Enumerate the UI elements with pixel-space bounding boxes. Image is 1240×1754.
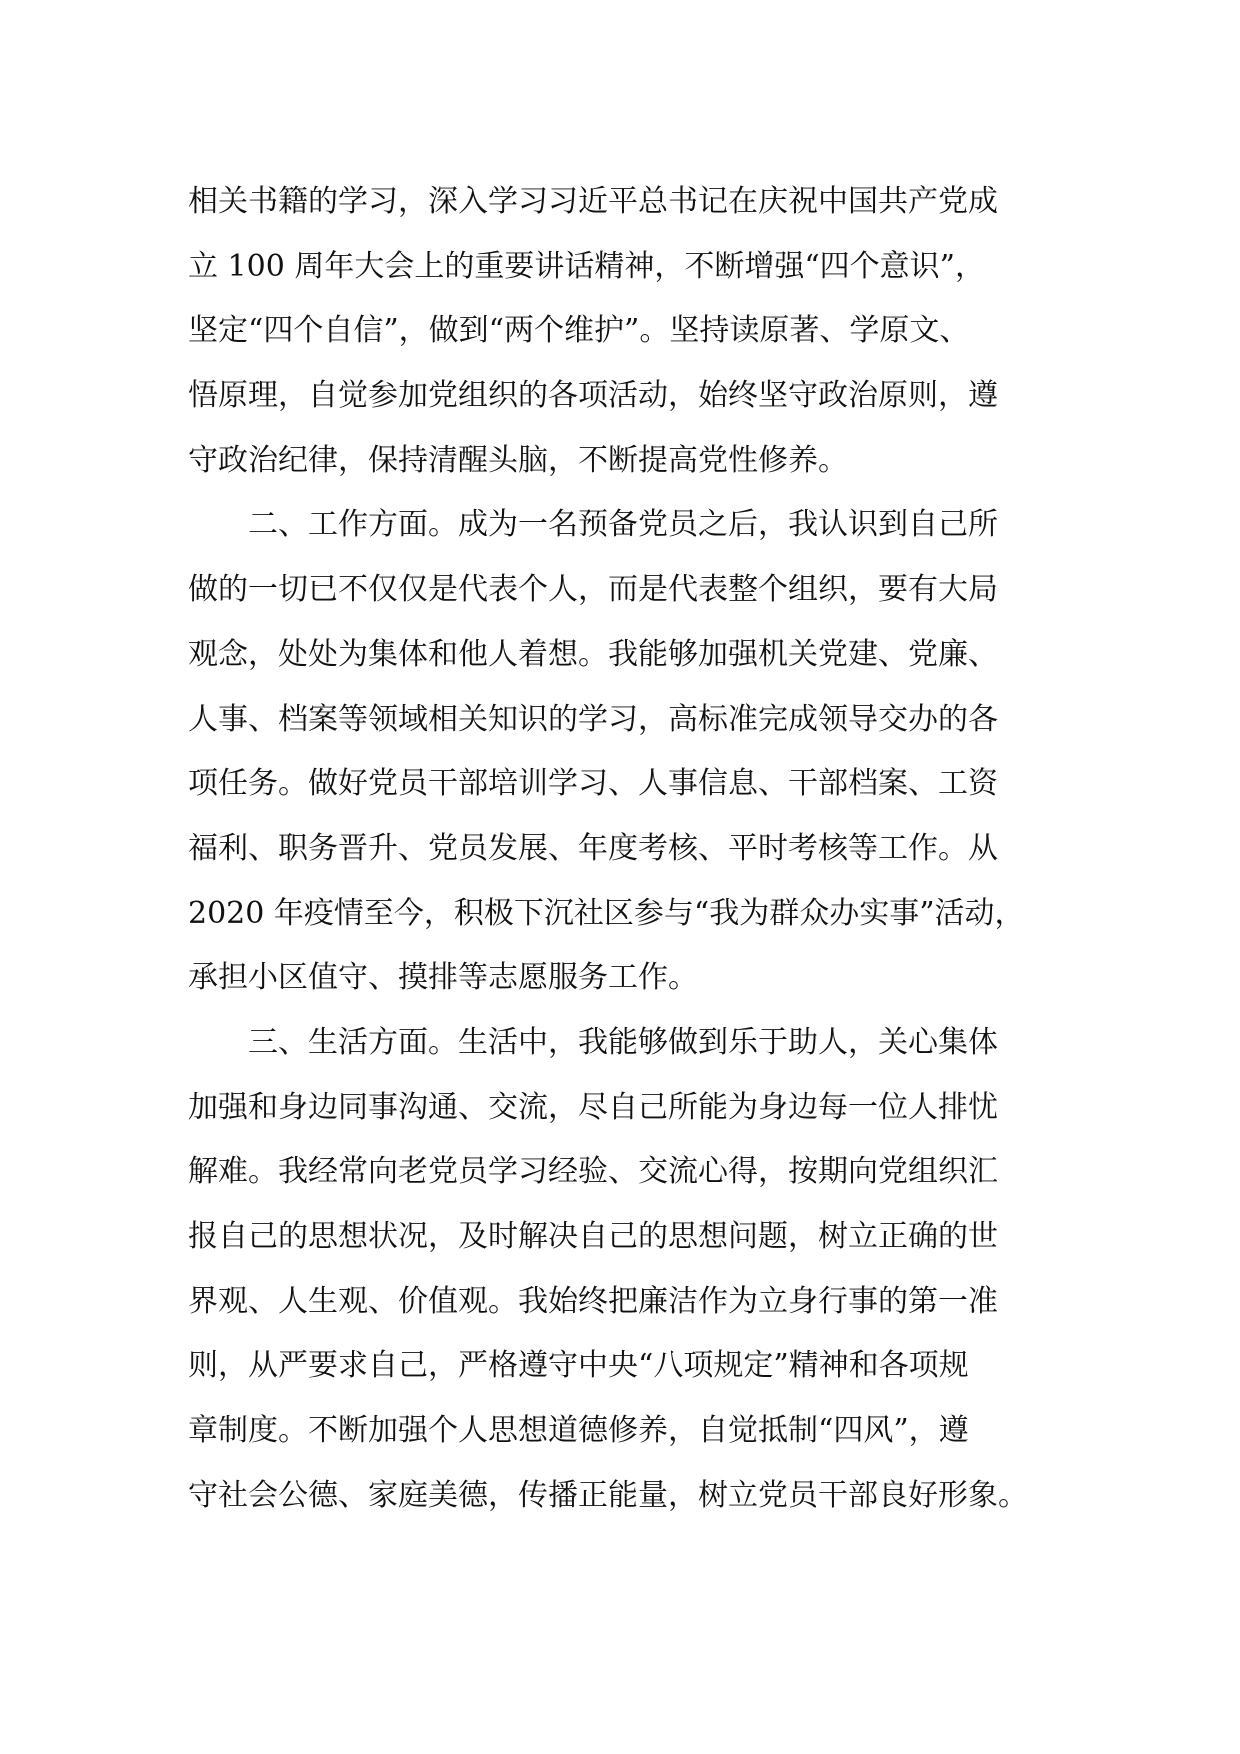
text-line: 项任务。做好党员干部培训学习、人事信息、干部档案、工资 (188, 766, 998, 802)
text-line: 三、生活方面。生活中，我能够做到乐于助人，关心集体 (248, 1024, 998, 1060)
text-line: 福利、职务晋升、党员发展、年度考核、平时考核等工作。从 (188, 830, 998, 866)
text-line: 守社会公德、家庭美德，传播正能量，树立党员干部良好形象。 (188, 1477, 1028, 1513)
text-line: 则，从严要求自己，严格遵守中央“八项规定”精神和各项规 (188, 1348, 969, 1384)
text-line: 坚定“四个自信”，做到“两个维护”。坚持读原著、学原文、 (188, 313, 970, 349)
text-line: 承担小区值守、摸排等志愿服务工作。 (188, 960, 698, 996)
text-line: 二、工作方面。成为一名预备党员之后，我认识到自己所 (248, 507, 998, 543)
text-line: 做的一切已不仅仅是代表个人，而是代表整个组织，要有大局 (188, 572, 998, 608)
paragraph-work (188, 493, 1088, 1011)
document-body (188, 170, 1088, 1528)
text-line: 2020 年疫情至今，积极下沉社区参与“我为群众办实事”活动， (188, 895, 1025, 931)
text-line: 相关书籍的学习，深入学习习近平总书记在庆祝中国共产党成 (188, 184, 998, 219)
text-line: 悟原理，自觉参加党组织的各项活动，始终坚守政治原则，遵 (188, 378, 998, 414)
text-line: 立 100 周年大会上的重要讲话精神，不断增强“四个意识”， (188, 248, 986, 284)
text-line: 守政治纪律，保持清醒头脑，不断提高党性修养。 (188, 442, 848, 478)
text-line: 人事、档案等领域相关知识的学习，高标准完成领导交办的各 (188, 701, 998, 737)
text-line: 报自己的思想状况，及时解决自己的思想问题，树立正确的世 (188, 1219, 998, 1254)
text-line: 章制度。不断加强个人思想道德修养，自觉抵制“四风”，遵 (188, 1413, 969, 1449)
paragraph-1 (188, 170, 1088, 493)
paragraph-life (188, 1011, 1088, 1529)
text-line: 解难。我经常向老党员学习经验、交流心得，按期向党组织汇 (188, 1154, 998, 1190)
text-line: 界观、人生观、价值观。我始终把廉洁作为立身行事的第一准 (188, 1283, 998, 1319)
text-line: 加强和身边同事沟通、交流，尽自己所能为身边每一位人排忧 (188, 1089, 998, 1125)
text-line: 观念，处处为集体和他人着想。我能够加强机关党建、党廉、 (188, 636, 998, 672)
